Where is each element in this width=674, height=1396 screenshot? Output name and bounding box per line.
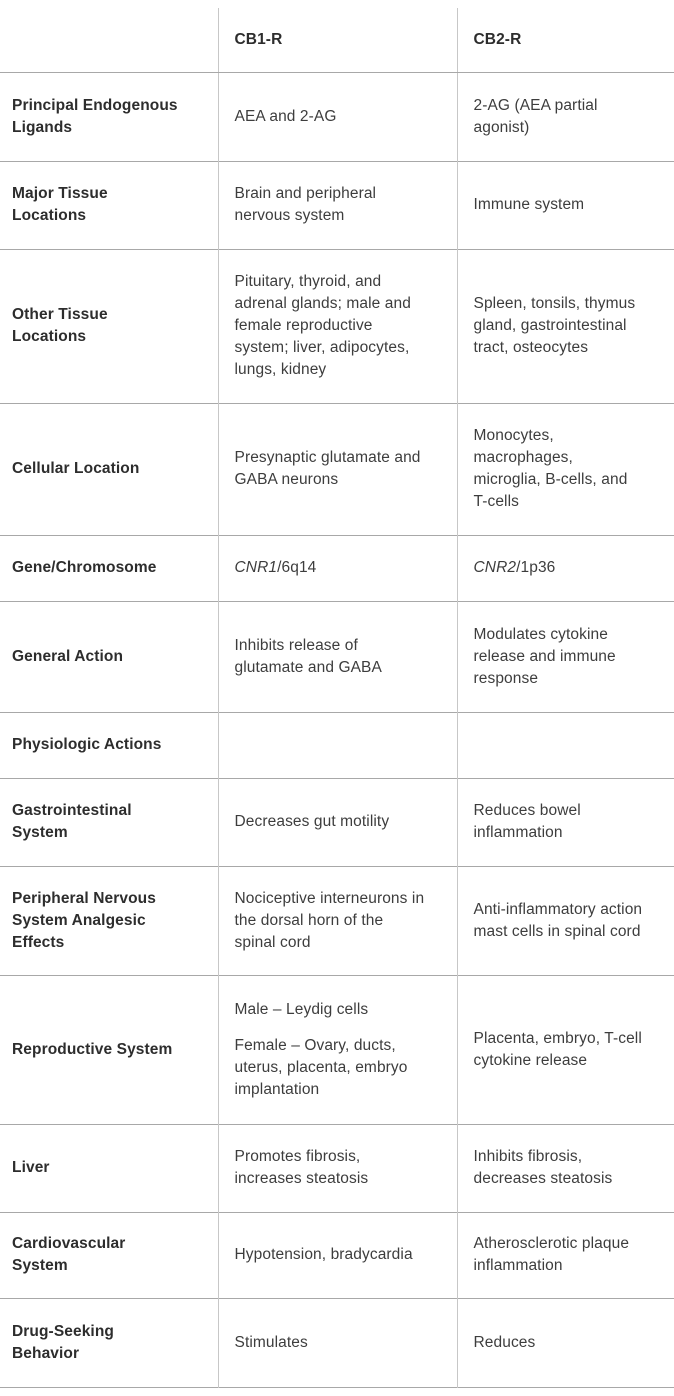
cell-text: Pituitary, thyroid, and adrenal glands; male and female reproductive system; liver, adipocytes, lungs, kidney	[234, 273, 411, 378]
cell-paragraph	[235, 888, 429, 954]
cb1-cell	[218, 72, 457, 161]
cb2-cell	[457, 975, 674, 1124]
gene-name-italic: CNR2	[473, 559, 517, 576]
row-label: Cardiovascular System	[12, 1235, 126, 1274]
cell-paragraph	[235, 999, 429, 1021]
cb1-cell	[218, 535, 457, 601]
table-row	[0, 975, 674, 1124]
cb2-cell	[457, 1298, 674, 1387]
cb2-cell	[457, 72, 674, 161]
cb1-cell	[218, 1298, 457, 1387]
cell-paragraph	[235, 271, 429, 381]
cell-text: Decreases gut motility	[234, 813, 390, 830]
table-row	[0, 249, 674, 403]
cell-text: Female – Ovary, ducts, uterus, placenta, embryo implantation	[234, 1036, 408, 1098]
table-row	[0, 712, 674, 778]
cell-text: Spleen, tonsils, thymus gland, gastrointestinal tract, osteocytes	[473, 295, 636, 356]
row-label: Reproductive System	[12, 1040, 173, 1058]
table-row	[0, 778, 674, 866]
header-empty-cell	[0, 8, 218, 72]
cell-text: Hypotension, bradycardia	[234, 1246, 413, 1263]
cell-text: Inhibits fibrosis, decreases steatosis	[473, 1148, 613, 1187]
cb1-cell	[218, 866, 457, 975]
cell-text: Reduces bowel inflammation	[473, 802, 581, 841]
cell-paragraph	[474, 95, 645, 139]
row-label: Principal Endogenous Ligands	[12, 96, 178, 136]
cell-paragraph	[235, 811, 429, 833]
cell-text: Anti-inflammatory action mast cells in spinal cord	[473, 900, 643, 940]
cb1-cell	[218, 1124, 457, 1212]
table-row	[0, 866, 674, 975]
table-row	[0, 403, 674, 535]
cell-paragraph	[474, 899, 645, 943]
cell-text: Inhibits release of glutamate and GABA	[234, 636, 382, 676]
cell-paragraph	[474, 1028, 645, 1072]
table-row	[0, 1212, 674, 1298]
receptor-comparison-table	[0, 8, 674, 1388]
row-label: Cellular Location	[12, 460, 140, 477]
cell-text: Stimulates	[234, 1333, 308, 1351]
cell-paragraph	[235, 1146, 429, 1190]
cell-text: 2-AG (AEA partial agonist)	[473, 96, 598, 136]
cell-text: Monocytes, macrophages, microglia, B-cells, and T-cells	[473, 427, 628, 510]
cell-text: Reduces	[473, 1333, 536, 1351]
cell-text: Brain and peripheral nervous system	[234, 185, 377, 224]
cell-paragraph	[474, 1233, 645, 1277]
cell-paragraph	[235, 183, 429, 227]
cb2-cell	[457, 778, 674, 866]
table-row	[0, 535, 674, 601]
row-label: Drug-Seeking Behavior	[12, 1322, 114, 1362]
cb2-cell	[457, 712, 674, 778]
row-label: Other Tissue Locations	[12, 306, 108, 345]
cb2-cell	[457, 1124, 674, 1212]
row-label: Gastrointestinal System	[12, 802, 132, 841]
cell-text: Immune system	[473, 196, 585, 213]
cell-text: Presynaptic glutamate and GABA neurons	[234, 449, 421, 488]
cell-paragraph	[474, 194, 645, 216]
header-row	[0, 8, 674, 72]
cell-text: AEA and 2-AG	[234, 107, 337, 125]
header-cb2r: CB2-R	[457, 8, 674, 72]
cell-text: /1p36	[516, 559, 556, 576]
cell-paragraph	[235, 635, 429, 679]
cb1-cell	[218, 249, 457, 403]
table-row	[0, 1124, 674, 1212]
cell-paragraph	[235, 447, 429, 491]
row-label: Major Tissue Locations	[12, 185, 108, 224]
cb1-cell	[218, 712, 457, 778]
header-cb1r: CB1-R	[218, 8, 457, 72]
cell-text: Promotes fibrosis, increases steatosis	[234, 1148, 369, 1187]
cell-paragraph	[474, 425, 645, 513]
table-row	[0, 161, 674, 249]
cell-text: Male – Leydig cells	[234, 1000, 369, 1018]
cb2-cell	[457, 601, 674, 712]
row-label: Liver	[12, 1159, 50, 1176]
table-row	[0, 1298, 674, 1387]
cb2-cell	[457, 161, 674, 249]
cb1-cell	[218, 778, 457, 866]
gene-name-italic: CNR1	[234, 559, 278, 576]
cell-paragraph	[235, 1035, 429, 1101]
table-row	[0, 72, 674, 161]
row-label: Gene/Chromosome	[12, 559, 157, 576]
cb2-cell	[457, 249, 674, 403]
cell-text: Modulates cytokine release and immune response	[473, 625, 616, 687]
cell-paragraph	[235, 1244, 429, 1266]
cell-paragraph	[474, 293, 645, 359]
cell-text: Nociceptive interneurons in the dorsal horn of the spinal cord	[234, 889, 425, 951]
cell-paragraph	[474, 624, 645, 690]
cb1-cell	[218, 1212, 457, 1298]
cb1-cell	[218, 975, 457, 1124]
table-row	[0, 601, 674, 712]
cb2-cell	[457, 403, 674, 535]
cb2-cell	[457, 866, 674, 975]
cb1-cell	[218, 403, 457, 535]
cb1-cell	[218, 161, 457, 249]
cb2-cell	[457, 535, 674, 601]
cell-paragraph	[235, 1332, 429, 1354]
row-label: Physiologic Actions	[12, 736, 162, 753]
cell-paragraph	[474, 1332, 645, 1354]
cb1-cell	[218, 601, 457, 712]
cell-text: /6q14	[277, 559, 317, 576]
cell-paragraph	[474, 1146, 645, 1190]
cell-paragraph	[474, 557, 645, 579]
cell-paragraph	[474, 800, 645, 844]
row-label: Peripheral Nervous System Analgesic Effects	[12, 889, 156, 951]
cb2-cell	[457, 1212, 674, 1298]
cell-paragraph	[235, 106, 429, 128]
cell-paragraph	[235, 557, 429, 579]
cell-text: Placenta, embryo, T-cell cytokine release	[473, 1029, 642, 1069]
row-label: General Action	[12, 647, 124, 665]
cell-text: Atherosclerotic plaque inflammation	[473, 1235, 630, 1274]
